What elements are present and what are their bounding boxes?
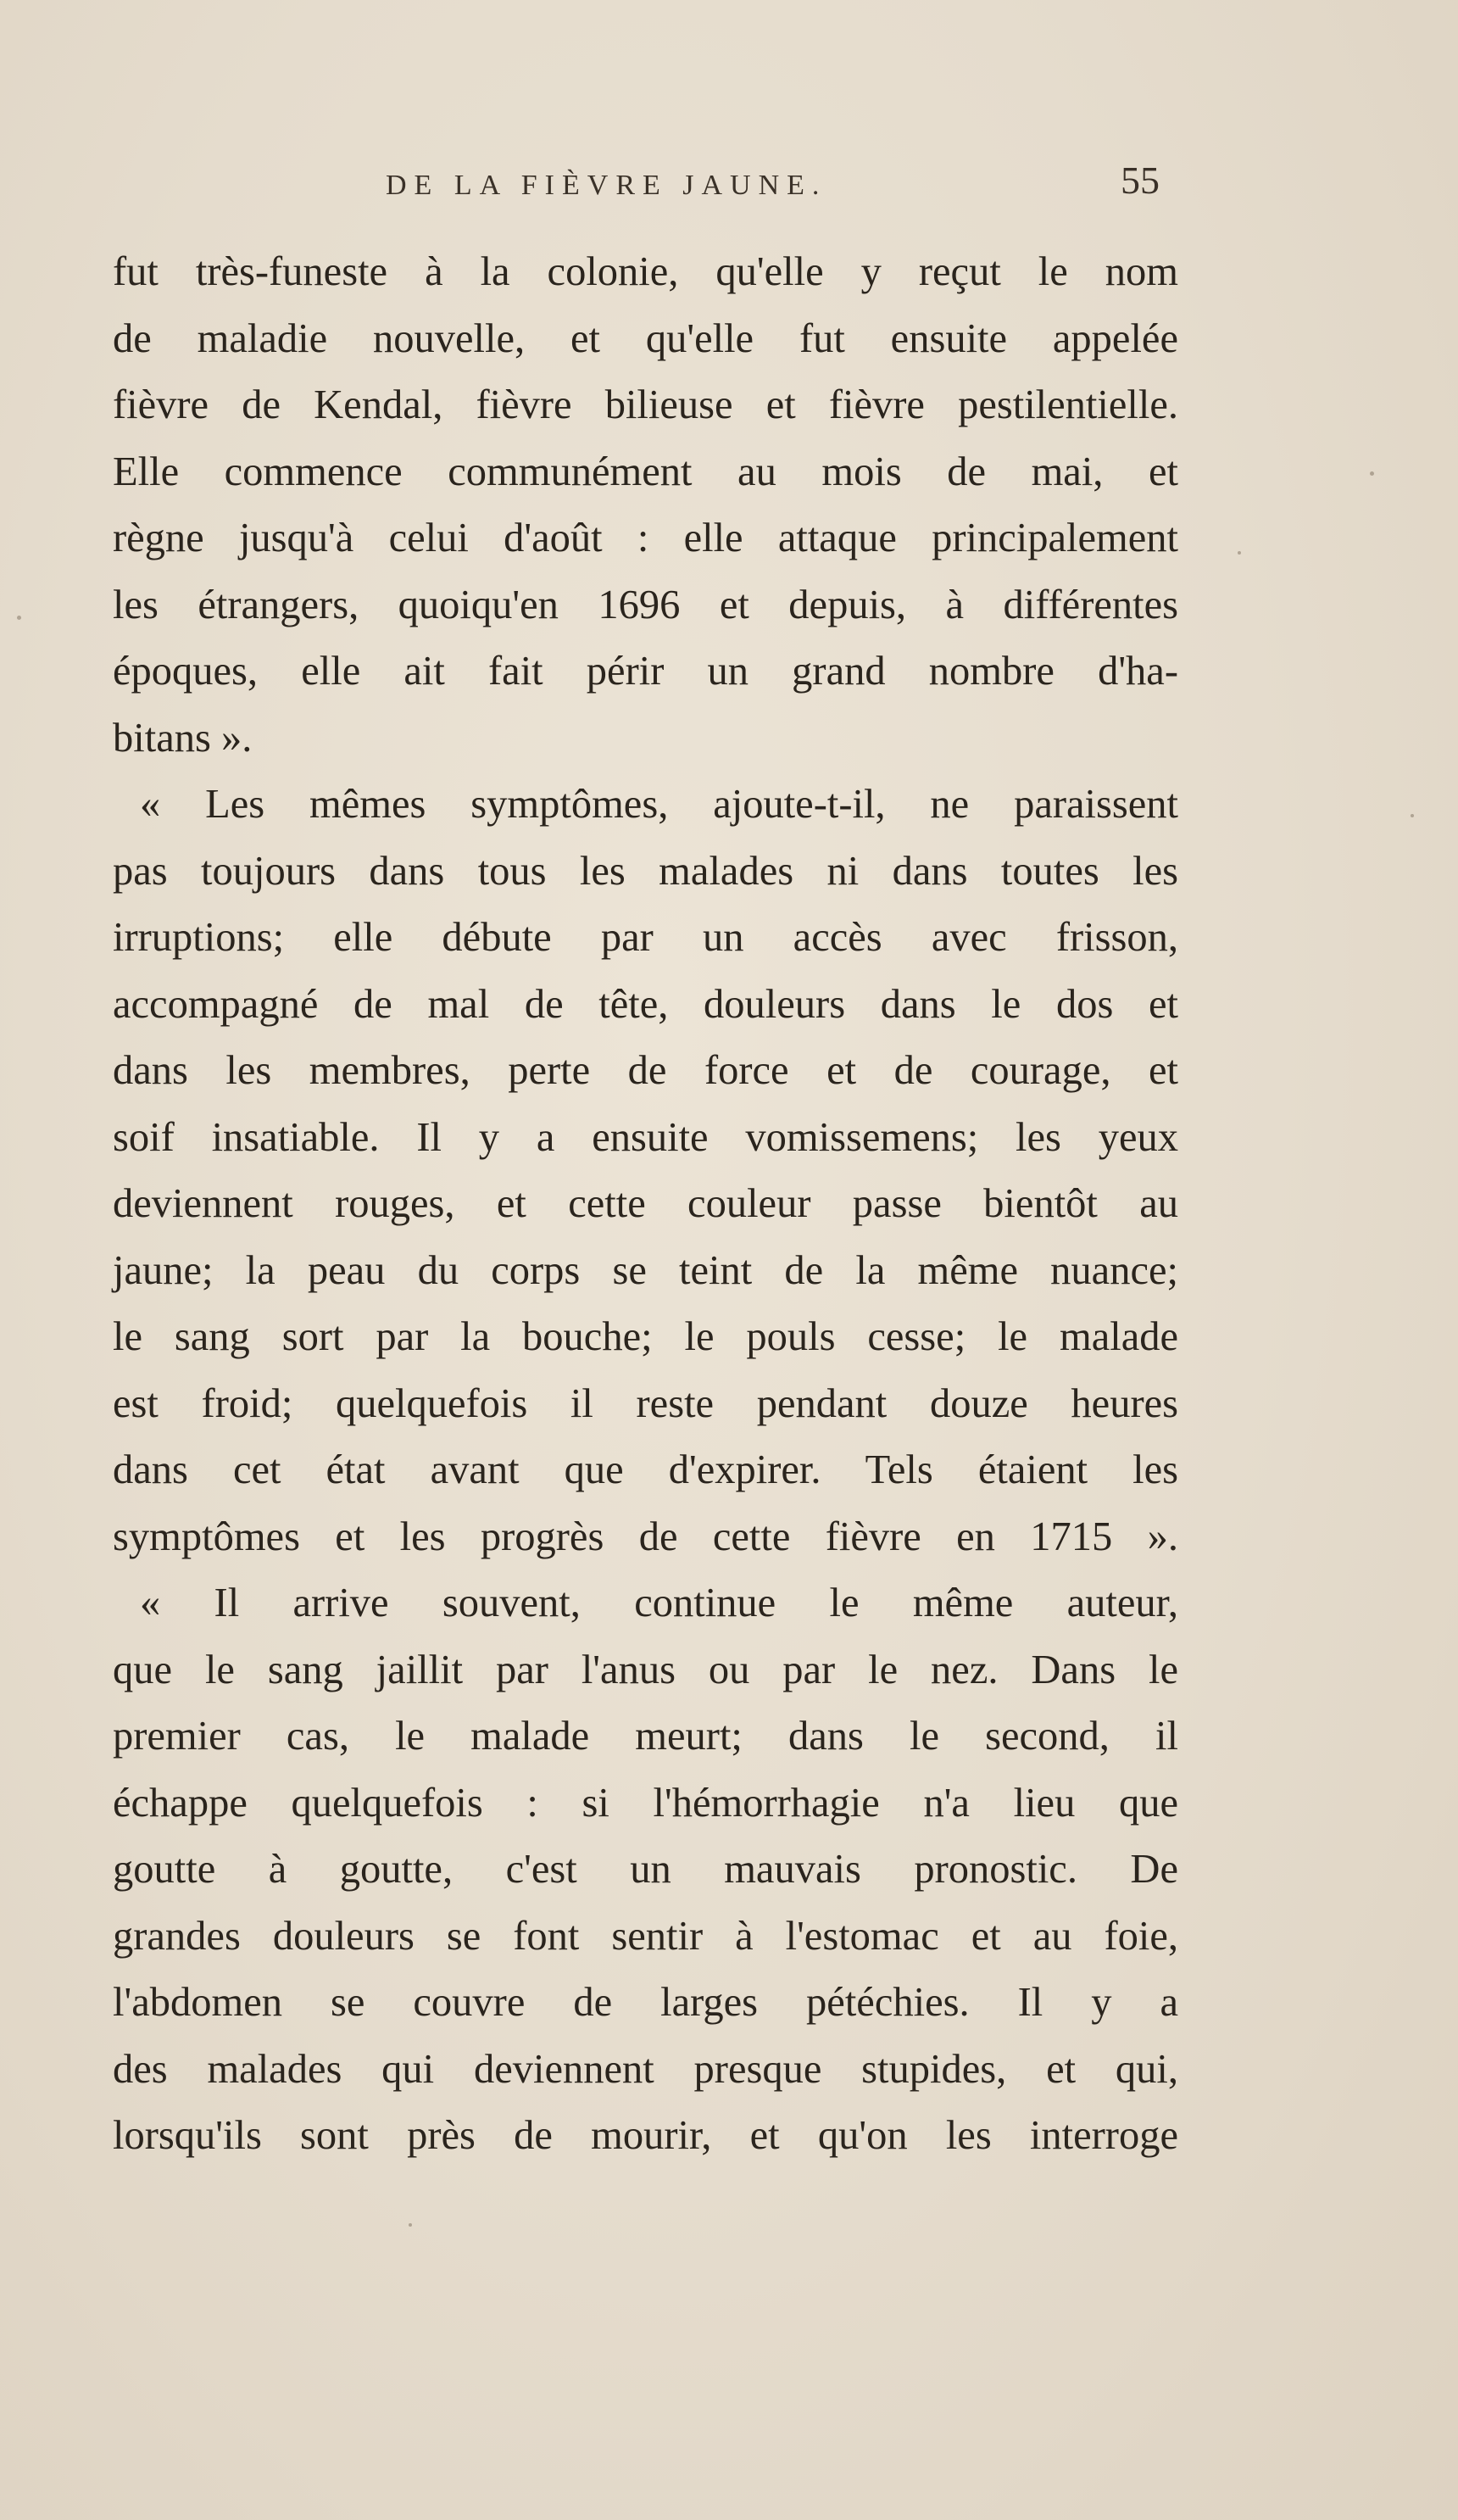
text-line: est froid; quelquefois il reste pendant douze heures [113,1380,1178,1426]
text-line: lorsqu'ils sont près de mourir, et qu'on les interroge [113,2113,1178,2158]
text-line: « Il arrive souvent, continue le même auteur, [140,1581,1178,1625]
text-line: soif insatiable. Il y a ensuite vomissemens; les yeux [113,1114,1178,1160]
text-line: pas toujours dans tous les malades ni dans toutes les [113,848,1178,894]
text-line: que le sang jaillit par l'anus ou par le nez. Dans le [113,1647,1178,1692]
text-line: fut très-funeste à la colonie, qu'elle y reçut le nom [113,249,1178,294]
text-line: premier cas, le malade meurt; dans le second, il [113,1714,1178,1759]
text-line: le sang sort par la bouche; le pouls cesse; le malade [113,1314,1178,1359]
text-line: symptômes et les progrès de cette fièvre en 1715 ». [113,1514,1178,1559]
text-line: dans cet état avant que d'expirer. Tels étaient les [113,1447,1178,1492]
body-text [113,239,1178,2170]
paper-speck [1238,551,1241,555]
text-line: règne jusqu'à celui d'août : elle attaque principalement [113,516,1178,560]
text-line: époques, elle ait fait périr un grand nombre d'ha- [113,649,1178,694]
text-line: les étrangers, quoiqu'en 1696 et depuis, à différentes [113,582,1178,627]
text-line: accompagné de mal de tête, douleurs dans le dos et [113,981,1178,1027]
page-number: 55 [1121,159,1160,202]
text-line: « Les mêmes symptômes, ajoute-t-il, ne paraissent [140,782,1178,827]
text-line: jaune; la peau du corps se teint de la même nuance; [113,1247,1178,1293]
text-line: des malades qui deviennent presque stupides, et qui, [113,2046,1178,2092]
text-line: bitans ». [113,715,253,761]
running-head: DE LA FIÈVRE JAUNE. [386,170,827,201]
paper-speck [1370,471,1374,476]
text-line: irruptions; elle débute par un accès avec frisson, [113,915,1178,960]
text-line: fièvre de Kendal, fièvre bilieuse et fièvre pestilentielle. [113,382,1178,427]
text-line: échappe quelquefois : si l'hémorrhagie n'a lieu que [113,1780,1178,1826]
text-line: Elle commence communément au mois de mai, et [113,449,1178,494]
text-line: deviennent rouges, et cette couleur passe bientôt au [113,1181,1178,1226]
paper-speck [409,2223,412,2227]
paper-speck [1411,814,1414,817]
text-line: l'abdomen se couvre de larges pétéchies. Il y a [113,1980,1178,2025]
text-line: dans les membres, perte de force et de courage, et [113,1048,1178,1093]
text-line: goutte à goutte, c'est un mauvais pronostic. De [113,1847,1178,1892]
text-line: de maladie nouvelle, et qu'elle fut ensuite appelée [113,315,1178,361]
paper-speck [17,616,21,620]
text-line: grandes douleurs se font sentir à l'estomac et au foie, [113,1913,1178,1959]
